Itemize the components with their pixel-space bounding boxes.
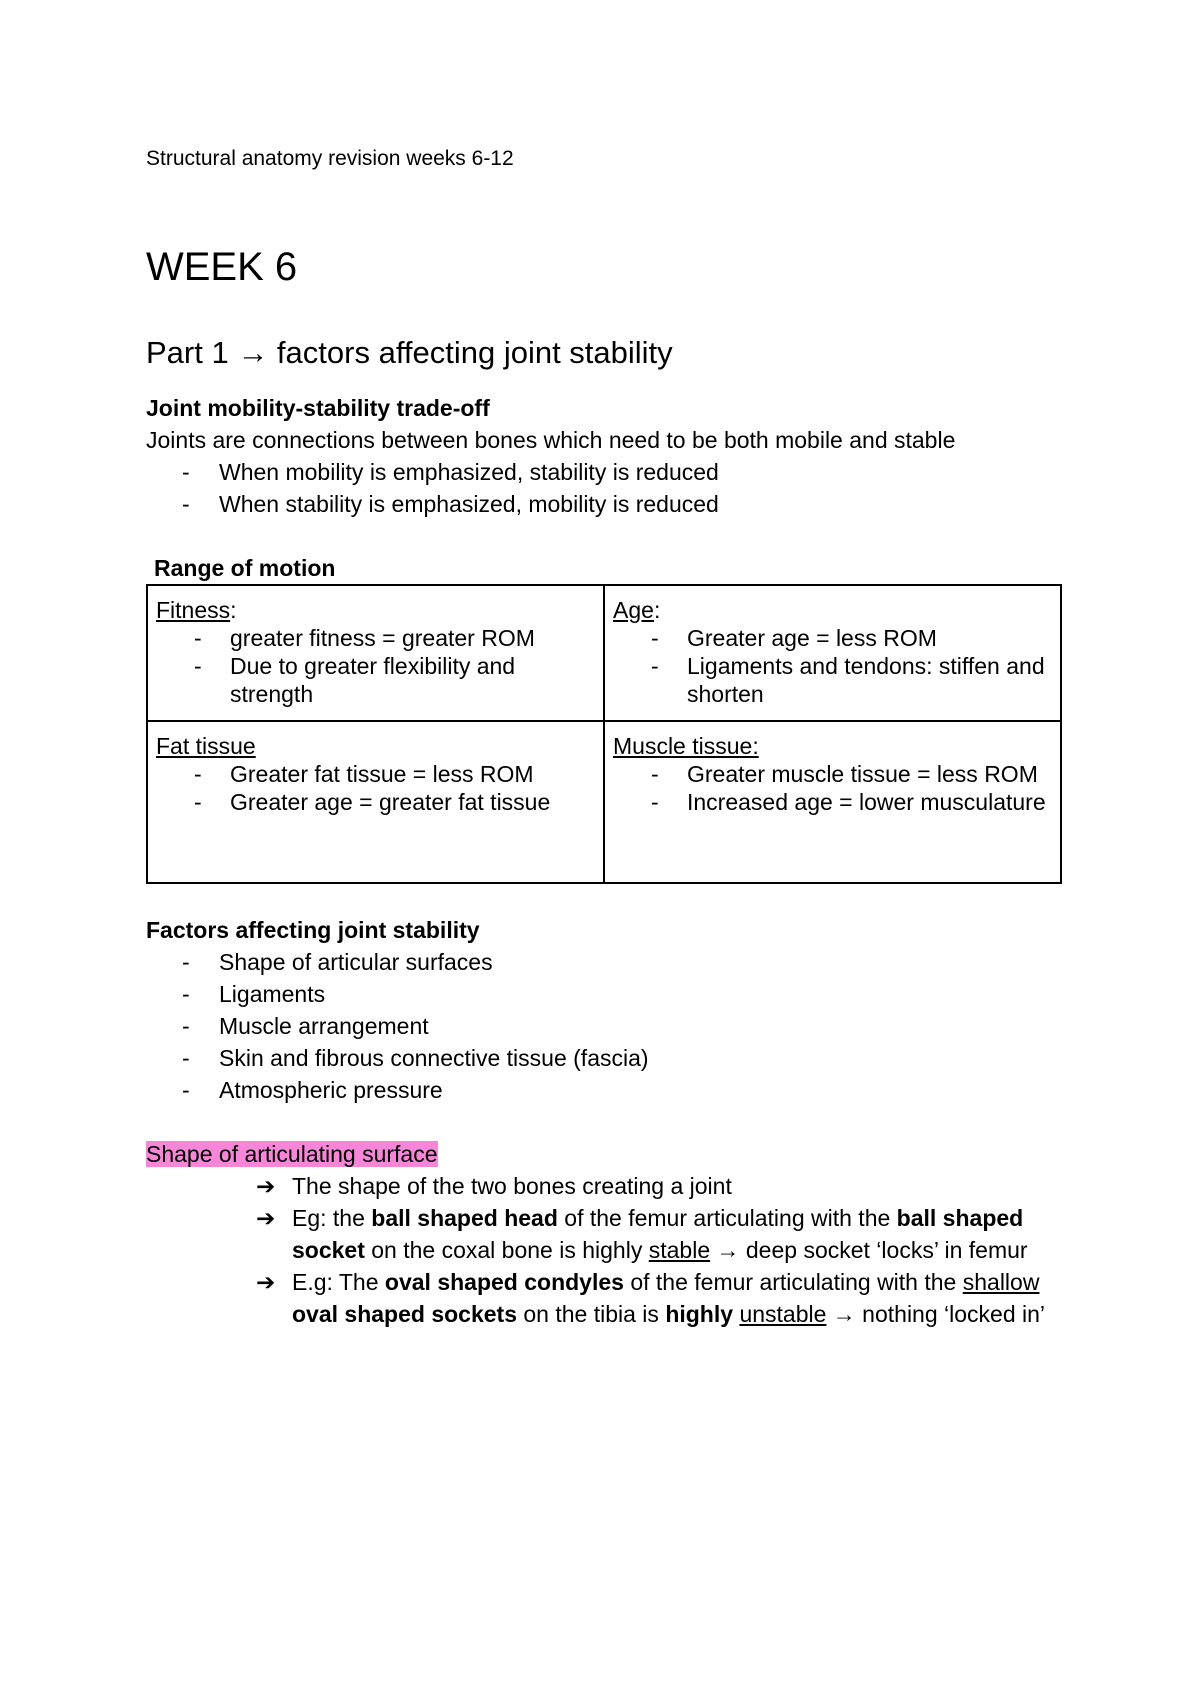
cell-bullet xyxy=(613,788,1052,816)
shape-arrow-item xyxy=(146,1266,1072,1330)
dash-bullet-icon: - xyxy=(651,789,659,815)
arrow-bullet-icon: ➔ xyxy=(256,1205,276,1231)
arrow-bullet-icon: ➔ xyxy=(256,1269,276,1295)
tradeoff-bullet-text: When stability is emphasized, mobility is reduced xyxy=(219,491,719,517)
shape-arrow-item xyxy=(146,1202,1072,1266)
dash-bullet-icon: - xyxy=(651,653,659,679)
factor-bullet-text: Atmospheric pressure xyxy=(219,1077,443,1103)
cell-bullet-text: Greater age = less ROM xyxy=(687,625,937,651)
factor-bullet-text: Muscle arrangement xyxy=(219,1013,429,1039)
dash-bullet-icon: - xyxy=(182,491,190,517)
table-row xyxy=(147,585,1061,721)
factors-heading: Factors affecting joint stability xyxy=(146,917,480,943)
dash-bullet-icon: - xyxy=(194,761,202,787)
text-run: Eg: the xyxy=(292,1205,372,1231)
cell-title: Muscle tissue: xyxy=(613,733,759,759)
text-run: of the femur articulating with the xyxy=(623,1269,963,1295)
shape-section xyxy=(146,1138,1066,1330)
factor-bullet-text: Shape of articular surfaces xyxy=(219,949,493,975)
part-heading: Part 1 → factors affecting joint stability xyxy=(146,335,673,370)
cell-bullet-text: Due to greater flexibility and strength xyxy=(230,653,516,707)
cell-bullet-text: Increased age = lower musculature xyxy=(687,789,1046,815)
table-cell-fat-tissue xyxy=(147,721,604,883)
factor-bullet-text: Skin and fibrous connective tissue (fascia) xyxy=(219,1045,649,1071)
cell-bullet-text: Greater age = greater fat tissue xyxy=(230,789,551,815)
tradeoff-bullet-text: When mobility is emphasized, stability is reduced xyxy=(219,459,719,485)
dash-bullet-icon: - xyxy=(194,789,202,815)
text-run: → nothing ‘locked in’ xyxy=(826,1301,1046,1327)
text-run: of the femur articulating with the xyxy=(557,1205,897,1231)
cell-title: Age xyxy=(613,597,654,623)
table-cell-age xyxy=(604,585,1061,721)
dash-bullet-icon: - xyxy=(182,1045,190,1071)
factor-bullet-text: Ligaments xyxy=(219,981,326,1007)
tradeoff-bullet xyxy=(146,456,1066,488)
shape-heading-highlighted: Shape of articulating surface xyxy=(146,1141,438,1167)
dash-bullet-icon: - xyxy=(651,625,659,651)
bold-term: highly xyxy=(665,1301,734,1327)
cell-title-suffix: : xyxy=(653,597,661,623)
factor-bullet xyxy=(146,1042,1066,1074)
cell-bullet-text: Ligaments and tendons: stiffen and shorten xyxy=(687,653,1045,707)
range-of-motion-heading: Range of motion xyxy=(154,555,336,581)
document-subtitle: Structural anatomy revision weeks 6-12 xyxy=(146,147,514,170)
tradeoff-section xyxy=(146,392,1066,520)
dash-bullet-icon: - xyxy=(194,653,202,679)
cell-bullet xyxy=(156,624,595,652)
text-run: on the coxal bone is highly xyxy=(364,1237,649,1263)
shape-item-text: The shape of the two bones creating a joint xyxy=(292,1173,732,1199)
cell-bullet-text: Greater muscle tissue = less ROM xyxy=(687,761,1038,787)
bold-term: ball shaped socket xyxy=(292,1205,1024,1263)
week-heading: WEEK 6 xyxy=(146,245,298,289)
table-cell-fitness xyxy=(147,585,604,721)
dash-bullet-icon: - xyxy=(194,625,202,651)
cell-title: Fat tissue xyxy=(156,733,256,759)
factors-section xyxy=(146,914,1066,1106)
dash-bullet-icon: - xyxy=(182,981,190,1007)
shape-arrow-item xyxy=(146,1170,1072,1202)
factor-bullet xyxy=(146,978,1066,1010)
text-run: → deep socket ‘locks’ in femur xyxy=(710,1237,1028,1263)
table-row xyxy=(147,721,1061,883)
factor-bullet xyxy=(146,946,1066,978)
factor-bullet xyxy=(146,1010,1066,1042)
cell-bullet xyxy=(613,760,1052,788)
cell-bullet xyxy=(613,652,1052,708)
bold-term: oval shaped sockets xyxy=(292,1301,517,1327)
factor-bullet xyxy=(146,1074,1066,1106)
bold-term: oval shaped condyles xyxy=(384,1269,624,1295)
cell-title-suffix: : xyxy=(230,597,237,623)
text-run: on the tibia is xyxy=(517,1301,666,1327)
dash-bullet-icon: - xyxy=(182,1077,190,1103)
dash-bullet-icon: - xyxy=(182,459,190,485)
cell-bullet xyxy=(156,652,595,708)
underlined-term: stable xyxy=(648,1237,711,1263)
dash-bullet-icon: - xyxy=(182,949,190,975)
range-of-motion-table xyxy=(146,584,1062,884)
tradeoff-bullet xyxy=(146,488,1066,520)
underlined-term: shallow xyxy=(962,1269,1040,1295)
cell-bullet xyxy=(156,760,595,788)
table-cell-muscle-tissue xyxy=(604,721,1061,883)
bold-term: ball shaped head xyxy=(371,1205,558,1231)
tradeoff-heading: Joint mobility-stability trade-off xyxy=(146,395,490,421)
cell-title: Fitness xyxy=(156,597,231,623)
underlined-term: unstable xyxy=(739,1301,827,1327)
text-run: E.g: The xyxy=(292,1269,385,1295)
cell-bullet-text: greater fitness = greater ROM xyxy=(230,625,535,651)
cell-bullet xyxy=(613,624,1052,652)
dash-bullet-icon: - xyxy=(651,761,659,787)
dash-bullet-icon: - xyxy=(182,1013,190,1039)
cell-bullet xyxy=(156,788,595,816)
tradeoff-intro: Joints are connections between bones which need to be both mobile and stable xyxy=(146,427,956,453)
cell-bullet-text: Greater fat tissue = less ROM xyxy=(230,761,534,787)
arrow-bullet-icon: ➔ xyxy=(256,1173,276,1199)
